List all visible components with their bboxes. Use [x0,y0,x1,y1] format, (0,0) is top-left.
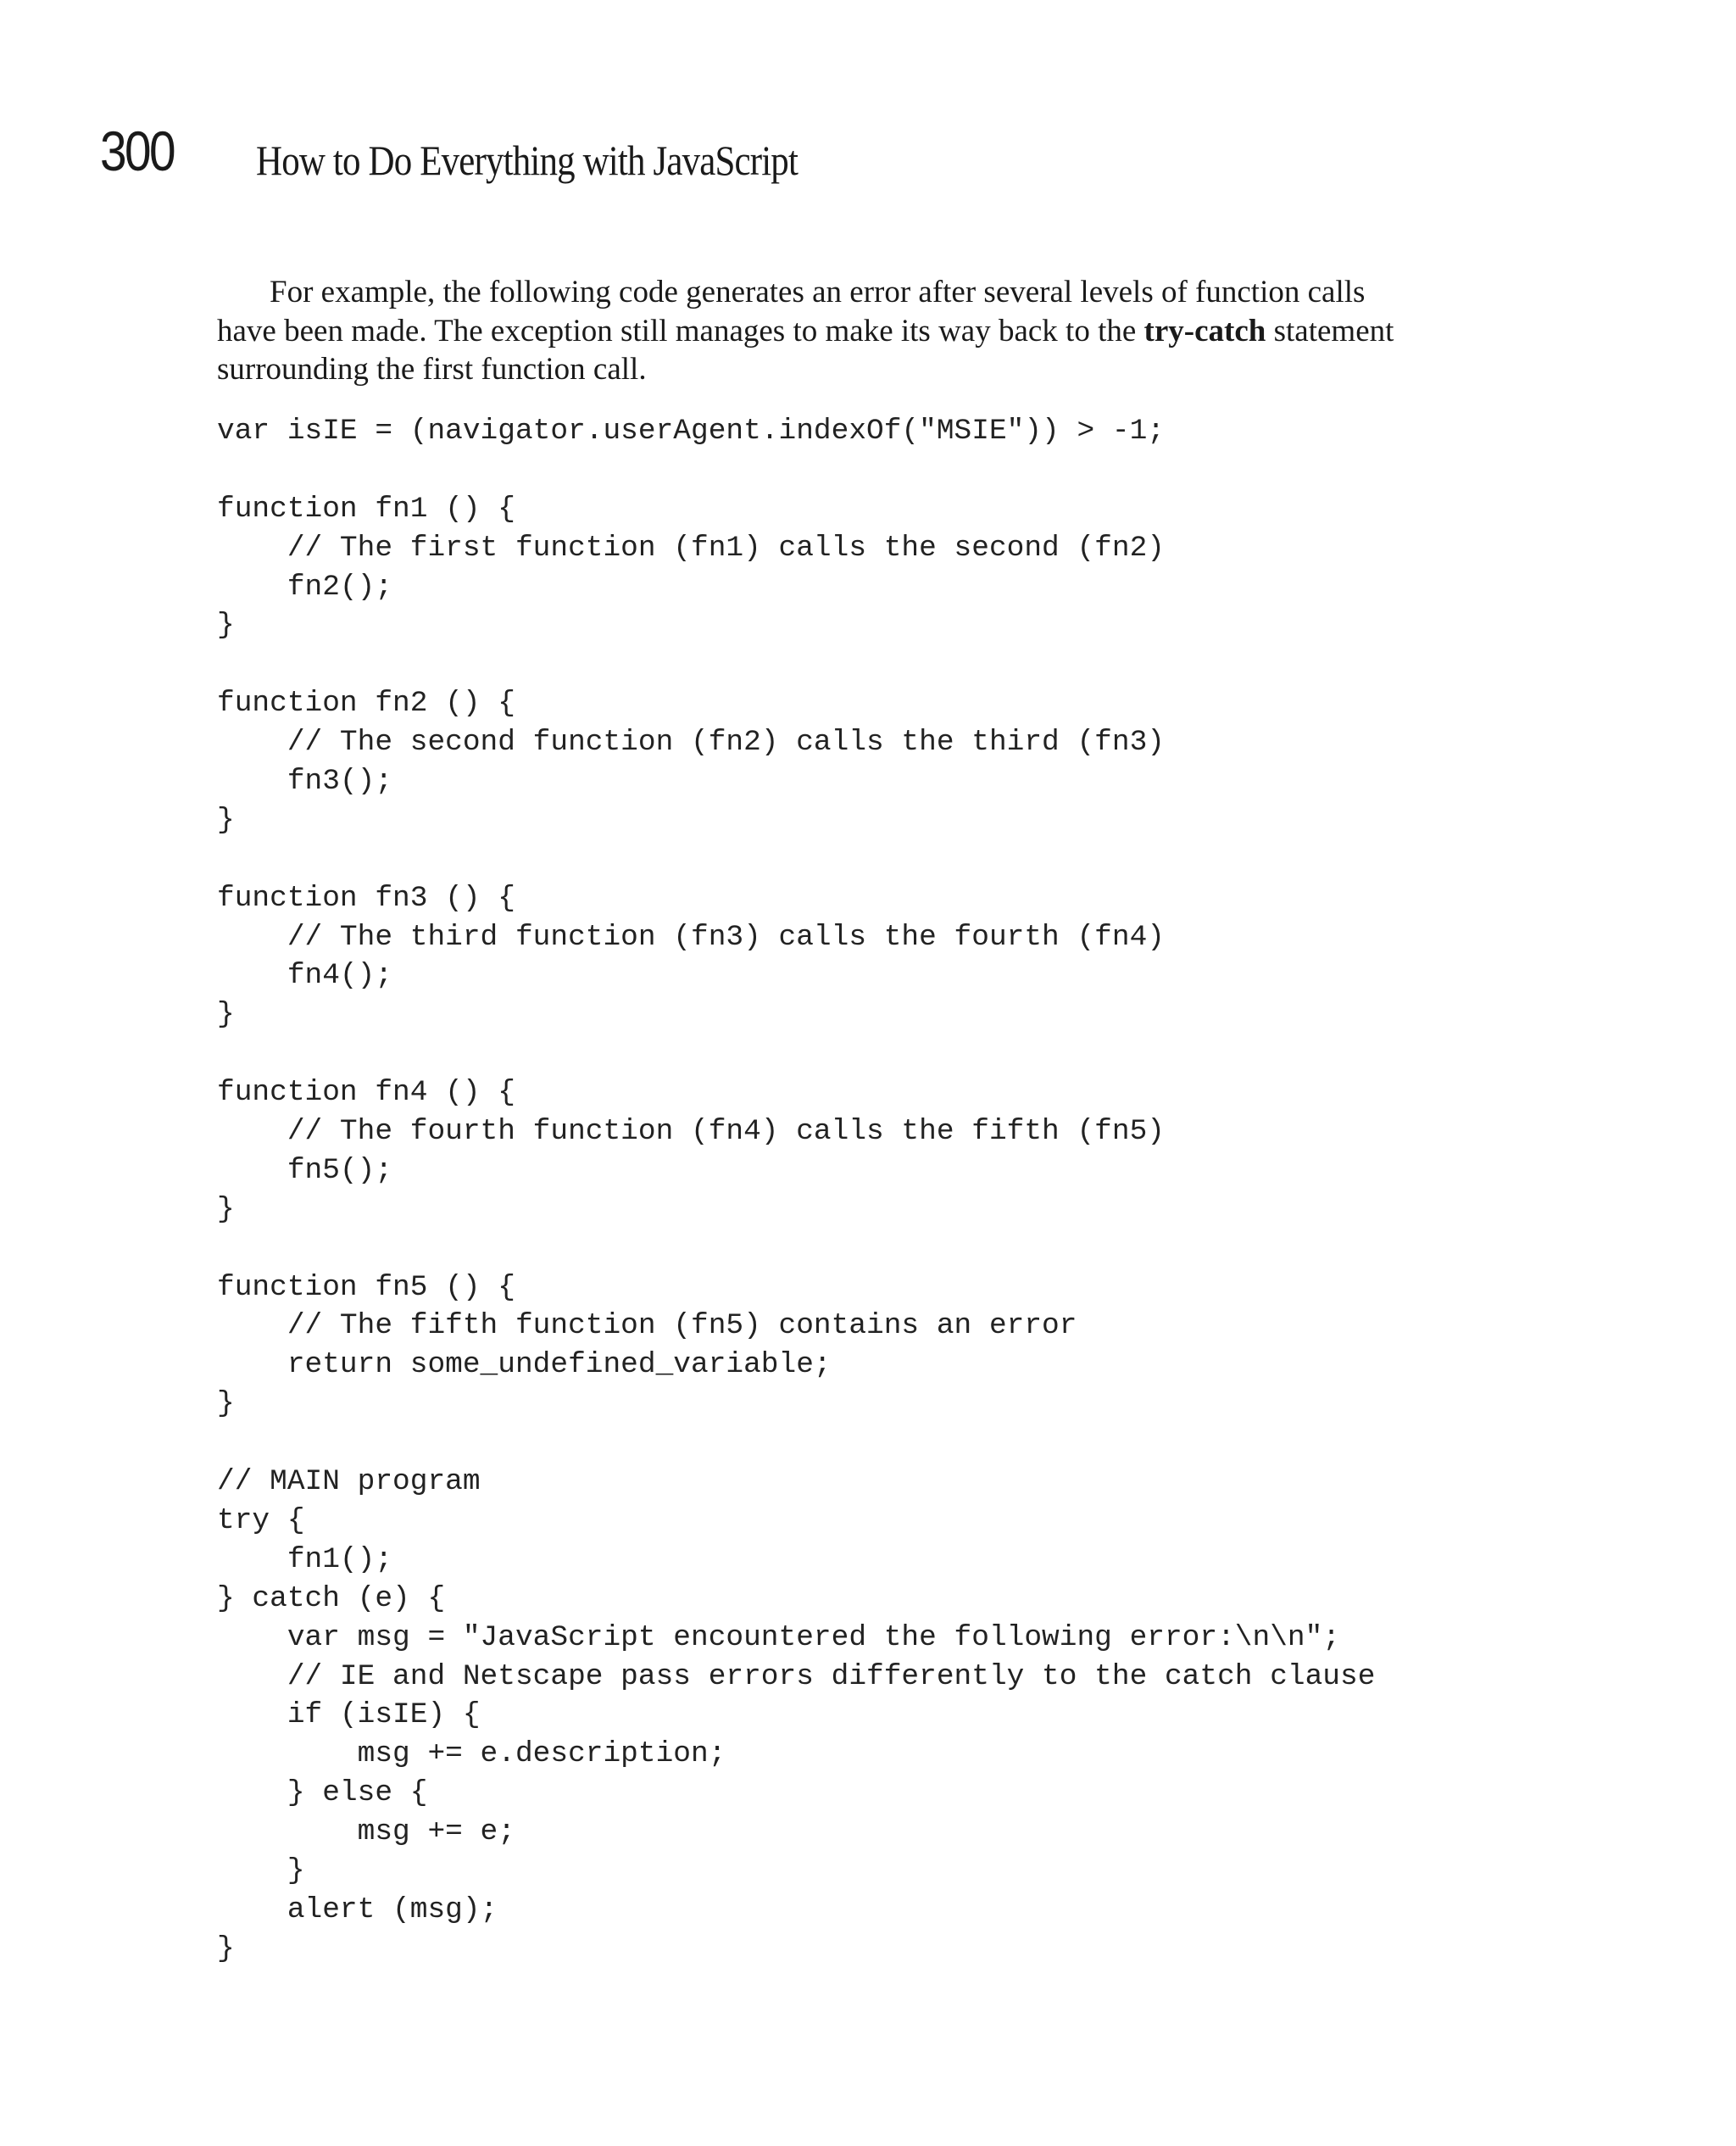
code-line: // The fifth function (fn5) contains an error [217,1309,1077,1343]
code-line [217,1424,1375,1463]
code-line: function fn5 () { [217,1270,515,1304]
code-line [217,645,1375,684]
code-line: function fn1 () { [217,492,515,526]
code-line: // The first function (fn1) calls the second (fn2) [217,531,1165,565]
code-line [217,840,1375,879]
paragraph-line: surrounding the first function call. [217,352,647,387]
code-line: fn2(); [217,570,393,604]
code-line: fn3(); [217,765,393,799]
code-line: function fn2 () { [217,687,515,721]
paragraph-line: For example, the following code generates an error after several levels of function calls [270,275,1366,309]
paragraph-text: have been made. The exception still manages to make its way back to the [217,313,1144,348]
code-line: } [217,1192,235,1226]
code-line: try { [217,1503,305,1537]
code-line: var msg = "JavaScript encountered the following error:\n\n"; [217,1620,1341,1654]
code-line: // The third function (fn3) calls the fourth (fn4) [217,920,1165,954]
code-line: function fn4 () { [217,1076,515,1110]
code-line: return some_undefined_variable; [217,1348,832,1382]
code-line: } [217,609,235,643]
paragraph-text: statement [1266,313,1394,348]
code-line: fn1(); [217,1542,393,1576]
code-line: fn4(); [217,959,393,993]
code-line: } else { [217,1776,428,1810]
running-title: How to Do Everything with JavaScript [256,137,798,184]
page-number: 300 [100,120,174,182]
code-line [217,451,1375,490]
code-line: } [217,1387,235,1421]
code-line: } [217,803,235,837]
code-line: // The fourth function (fn4) calls the fifth (fn5) [217,1115,1165,1149]
code-listing [217,412,1375,1969]
code-line: alert (msg); [217,1892,498,1926]
code-line: } [217,1931,235,1965]
code-line: } [217,998,235,1032]
code-line: function fn3 () { [217,881,515,915]
code-line: } [217,1853,305,1887]
code-line: fn5(); [217,1153,393,1187]
code-line [217,1229,1375,1268]
inline-keyword: try-catch [1143,313,1266,348]
code-line: var isIE = (navigator.userAgent.indexOf("MSIE")) > -1; [217,415,1165,448]
code-line: // IE and Netscape pass errors differently to the catch clause [217,1659,1376,1693]
code-line: msg += e.description; [217,1737,726,1771]
code-line: // MAIN program [217,1465,481,1499]
paragraph-line [217,312,1455,351]
code-line: } catch (e) { [217,1581,446,1615]
body-paragraph [217,273,1455,389]
code-line: // The second function (fn2) calls the third (fn3) [217,726,1165,760]
code-line [217,1034,1375,1073]
code-line: if (isIE) { [217,1698,481,1732]
code-line: msg += e; [217,1815,515,1849]
